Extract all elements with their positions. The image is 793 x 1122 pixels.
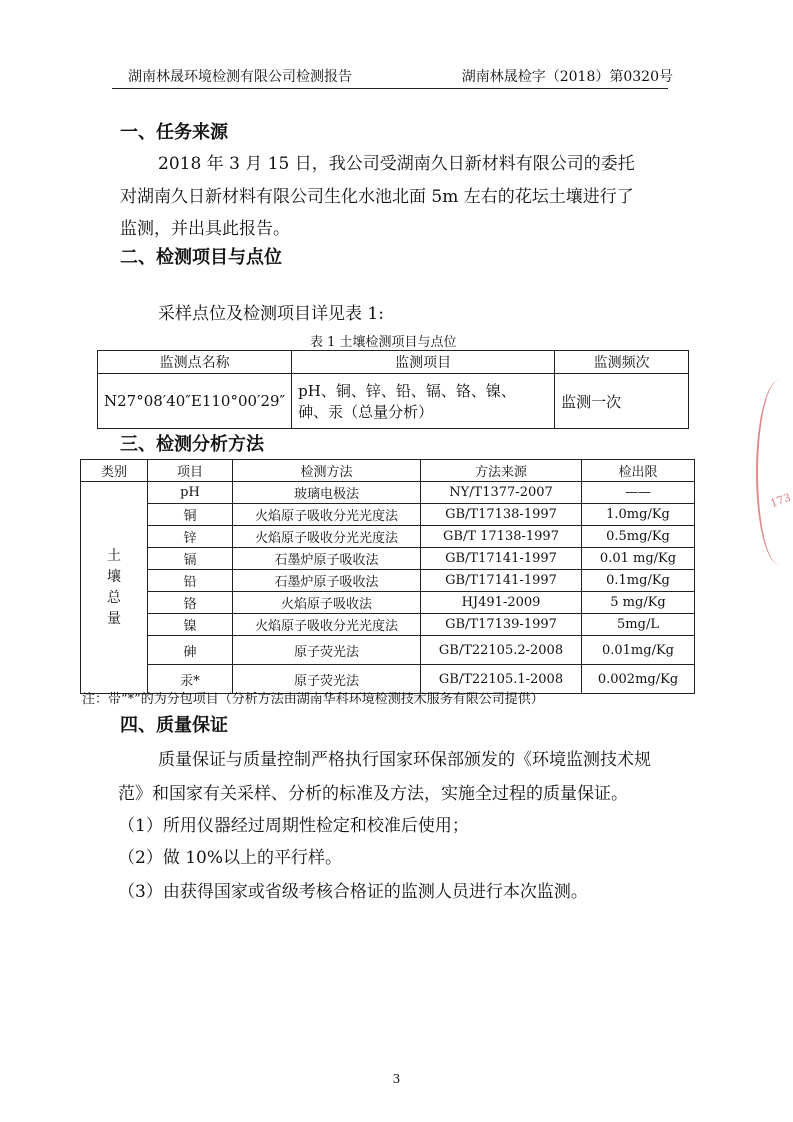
category-char-2: 壤 [107, 568, 121, 585]
section-4-line-1: 质量保证与质量控制严格执行国家环保部颁发的《环境监测技术规 [158, 750, 651, 770]
quality-point-3: （3）由获得国家或省级考核合格证的监测人员进行本次监测。 [118, 882, 588, 902]
section-2-title: 二、检测项目与点位 [120, 247, 282, 268]
row-method: 原子荧光法 [233, 665, 421, 694]
row-method: 火焰原子吸收分光光度法 [233, 526, 421, 548]
table-1 [97, 350, 689, 429]
table-2-category [81, 482, 148, 694]
row-method: 玻璃电极法 [233, 482, 421, 504]
table-2-header-source: 方法来源 [421, 460, 582, 482]
row-limit: 0.01mg/Kg [582, 636, 695, 665]
row-item: 汞* [148, 665, 233, 694]
row-item: 铅 [148, 570, 233, 592]
row-source: NY/T1377-2007 [421, 482, 582, 504]
table-row [81, 636, 695, 665]
row-source: GB/T17141-1997 [421, 548, 582, 570]
row-source: GB/T17139-1997 [421, 614, 582, 636]
table-2-header-category: 类别 [81, 460, 148, 482]
report-header-left: 湖南林晟环境检测有限公司检测报告 [128, 69, 352, 85]
row-method: 火焰原子吸收分光光度法 [233, 504, 421, 526]
table-2-header-limit: 检出限 [582, 460, 695, 482]
quality-point-1: （1）所用仪器经过周期性检定和校准后使用； [118, 816, 469, 836]
row-item: 砷 [148, 636, 233, 665]
section-1-line-1: 2018 年 3 月 15 日，我公司受湖南久日新材料有限公司的委托 [158, 154, 635, 174]
row-limit: 5 mg/Kg [582, 592, 695, 614]
row-limit: 0.1mg/Kg [582, 570, 695, 592]
page-number: 3 [392, 1072, 401, 1086]
section-1-line-2: 对湖南久日新材料有限公司生化水池北面 5m 左右的花坛土壤进行了 [120, 187, 634, 207]
row-source: GB/T22105.2-2008 [421, 636, 582, 665]
table-1-header-point: 监测点名称 [98, 351, 292, 374]
table-1-items-line-2: 砷、汞（总量分析） [298, 403, 434, 421]
row-source: GB/T22105.1-2008 [421, 665, 582, 694]
section-1-line-3: 监测，并出具此报告。 [120, 219, 290, 239]
header-divider [112, 88, 668, 89]
table-1-items [292, 374, 555, 429]
row-limit: —— [582, 482, 695, 504]
row-item: pH [148, 482, 233, 504]
row-limit: 5mg/L [582, 614, 695, 636]
row-method: 火焰原子吸收分光光度法 [233, 614, 421, 636]
row-method: 石墨炉原子吸收法 [233, 548, 421, 570]
table-2 [80, 459, 695, 694]
row-source: GB/T 17138-1997 [421, 526, 582, 548]
row-source: GB/T17141-1997 [421, 570, 582, 592]
table-2-header-row [81, 460, 695, 482]
row-limit: 1.0mg/Kg [582, 504, 695, 526]
seal-stamp-text: 173 [768, 490, 793, 511]
row-method: 原子荧光法 [233, 636, 421, 665]
row-method: 石墨炉原子吸收法 [233, 570, 421, 592]
table-2-header-item: 项目 [148, 460, 233, 482]
row-limit: 0.002mg/Kg [582, 665, 695, 694]
row-item: 铬 [148, 592, 233, 614]
row-item: 锌 [148, 526, 233, 548]
section-1-title: 一、任务来源 [120, 122, 228, 143]
table-row [81, 504, 695, 526]
table-row [81, 614, 695, 636]
quality-point-2: （2）做 10%以上的平行样。 [118, 848, 343, 868]
category-char-4: 量 [107, 610, 121, 627]
row-item: 镍 [148, 614, 233, 636]
row-method: 火焰原子吸收法 [233, 592, 421, 614]
table-1-header-row [98, 351, 689, 374]
table-1-items-line-1: pH、铜、锌、铅、镉、铬、镍、 [298, 382, 516, 400]
table-row [81, 526, 695, 548]
table-row [98, 374, 689, 429]
row-item: 镉 [148, 548, 233, 570]
row-limit: 0.01 mg/Kg [582, 548, 695, 570]
report-header-right: 湖南林晟检字（2018）第0320号 [461, 69, 673, 85]
table-1-caption: 表 1 土壤检测项目与点位 [310, 335, 457, 350]
section-3-title: 三、检测分析方法 [120, 434, 264, 455]
table-1-header-items: 监测项目 [292, 351, 555, 374]
row-source: HJ491-2009 [421, 592, 582, 614]
table-2-header-method: 检测方法 [233, 460, 421, 482]
row-limit: 0.5mg/Kg [582, 526, 695, 548]
table-1-header-frequency: 监测频次 [555, 351, 689, 374]
table-1-frequency: 监测一次 [555, 374, 689, 429]
table-2-note: 注：带“*”的为分包项目（分析方法由湖南华科环境检测技术服务有限公司提供） [82, 692, 544, 707]
table-row [81, 570, 695, 592]
row-source: GB/T17138-1997 [421, 504, 582, 526]
section-4-title: 四、质量保证 [120, 715, 228, 736]
table-row [81, 548, 695, 570]
seal-stamp-edge [756, 380, 793, 565]
section-4-line-2: 范》和国家有关采样、分析的标准及方法，实施全过程的质量保证。 [118, 784, 628, 804]
table-row [81, 482, 695, 504]
table-1-point: N27°08′40″E110°00′29″ [98, 374, 292, 429]
row-item: 铜 [148, 504, 233, 526]
category-char-3: 总 [107, 589, 121, 606]
section-2-intro: 采样点位及检测项目详见表 1: [158, 304, 384, 324]
table-row [81, 592, 695, 614]
category-char-1: 土 [107, 547, 121, 564]
